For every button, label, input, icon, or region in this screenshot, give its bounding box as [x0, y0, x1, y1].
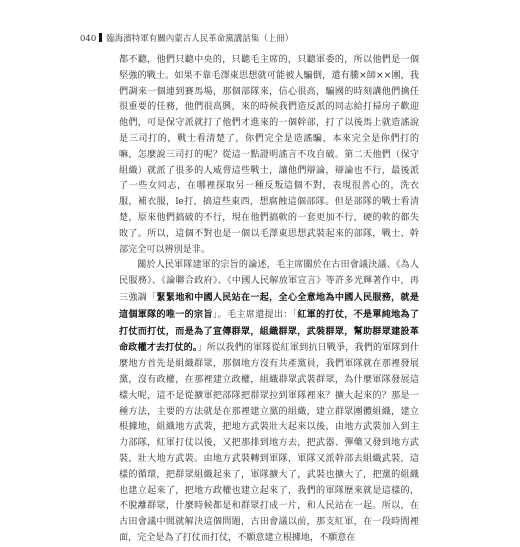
text-run: 關於人民軍隊建軍的宗旨的論述，毛主席關於在古田會議決議、《為人民服務》、《論聯合政府》、《中國人民解放軍宣言》等許多光輝著作中，再三強調「	[119, 260, 419, 303]
emphasized-quote: 緊緊地和中國人民站在一起，全心全意地為中國人民服務，就是這個軍隊的唯一的宗旨	[119, 291, 419, 320]
text-run: 」所以我們的軍隊從紅軍到抗日戰爭，我們的軍隊到什麼地方首先是組織群眾，那個地方沒有共產黨員，我們軍隊就在那裡發展黨，沒有政權，在那裡建立政權，組織群眾武裝群眾，為什麼軍隊發展這樣大呢，這不是從擴軍把部隊把群眾拉到軍隊裡來？擴大起來的？那是一種方法，主要的方法就是在那裡建立黨的組織，建立群眾團體組織，建立根據地，組織地方武裝，把地方武裝壯大起來以後，由地方武裝加入到主力部隊，紅軍打仗以後，又把那排到地方去，把武器、彈藥又發到地方武裝，壯大地方武裝。由地方武裝轉到軍隊，軍隊又派幹部去組織武裝，這樣的循環，把群眾組織起來了，軍隊擴大了，武裝也擴大了，把黨的組織也建立起來了，把地方政權也建立起來了，我們的軍隊歷來就是這樣的，不脫離群眾，什麼時候都是和群眾打成一片，和人民站在一起。所以，在古田會議中間就解決這個問題，古田會議以前，那支紅軍，在一段時間裡面，完全是為了打仗而打仗，不願意建立根據地，不願意在	[119, 343, 419, 543]
book-title: 臨海濱特軍有關內蒙古人民革命黨講話集（上冊）	[106, 34, 294, 44]
emphasized-quote: 紅軍的打仗，不是單純地為了打仗而打仗，而是為了宣傳群眾，組織群眾，武裝群眾，幫助群眾建設革命政權才去打仗的。	[119, 308, 419, 354]
page-number: 040	[80, 34, 97, 44]
paragraph	[119, 258, 419, 546]
running-header	[80, 33, 293, 44]
body-text	[119, 53, 419, 547]
text-run: 」。毛主席還提出：「	[212, 309, 298, 320]
text-run: 都不聽，他們只聽中央的，只聽毛主席的，只聽軍委的，所以他們是一個堅強的戰士。如果不靠毛澤東思想就可能被人騙倒，還有騰×師××團，我們調來一個連到賽馬場，那個部隊來，信心很高，騙國的時刻講他們擒任很重要的任務，他們很高興，來的時候我們造反派的同志給打掃房子歡迎他們，可是保守派就打了他們才進來的一個幹部，打了以後馬上就造謠說是三司打的，戰士看清楚了，你們完全是造謠騙，本來完全是你們打的嘛，怎麼說三司打的呢？從這一點證明謠言不攻自破。第二天他們（保守組織）就派了很多的人威脅這些戰士，讓他們辯論，辯論也不行，最後派了一些女同志，在哪裡探取另一種反叛這個不對，表現很善心的，洗衣服，補衣服，le打，搞這些東西，想腐蝕這個部隊。但是部隊的戰士看清楚，原來他們搞破的不行，現在他們搞軟的一套更加不行，硬的軟的都失敗了。所以，這個不對也是一個以毛澤東思想武裝起來的部隊，戰士、幹部完全可以辨別是非。	[119, 55, 419, 255]
header-divider-bar	[99, 33, 102, 42]
paragraph	[119, 53, 419, 258]
